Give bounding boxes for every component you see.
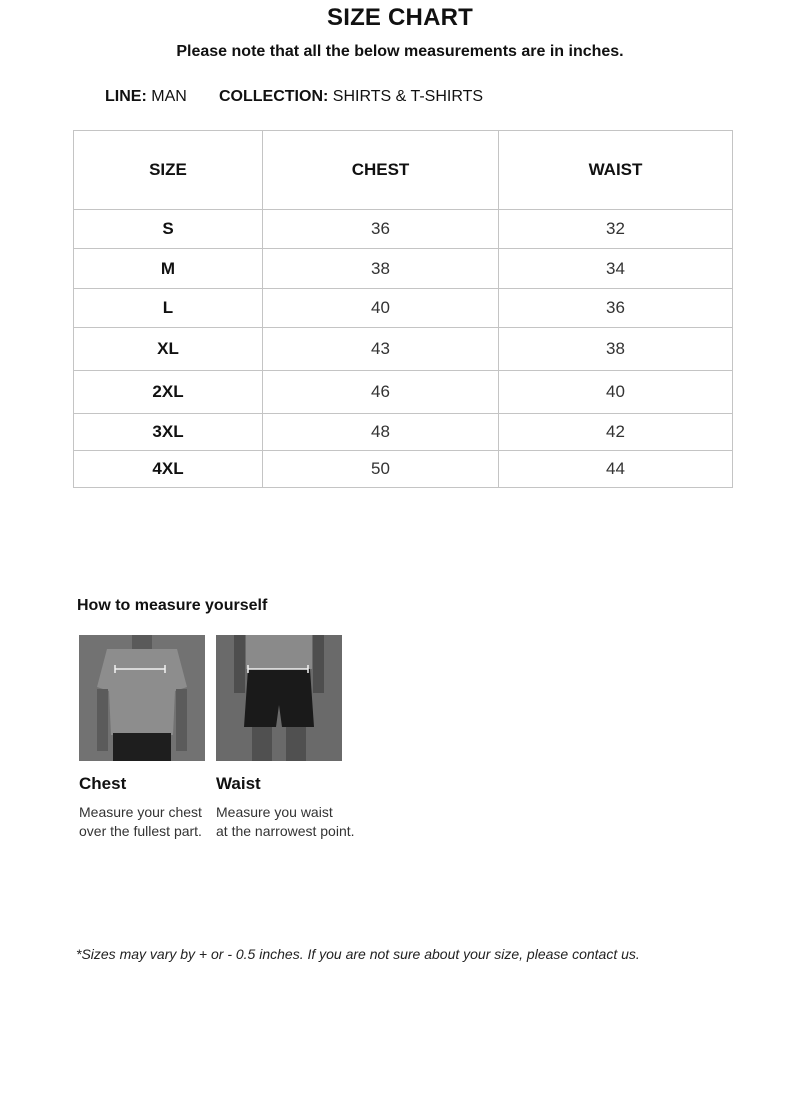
table-row <box>74 328 733 371</box>
waist-cell: 42 <box>499 414 733 451</box>
size-cell: M <box>74 249 263 289</box>
waist-caption-line2: at the narrowest point. <box>216 823 355 839</box>
howto-title: How to measure yourself <box>77 597 268 614</box>
waist-caption-title: Waist <box>216 774 261 793</box>
size-cell: 2XL <box>74 371 263 414</box>
page-title: SIZE CHART <box>327 4 473 31</box>
line-value: MAN <box>151 88 187 105</box>
waist-cell: 44 <box>499 451 733 488</box>
header-chest: CHEST <box>263 131 499 210</box>
collection-info <box>219 88 483 106</box>
size-cell: 3XL <box>74 414 263 451</box>
chest-caption-line1: Measure your chest <box>79 804 202 820</box>
size-cell: XL <box>74 328 263 371</box>
size-cell: S <box>74 210 263 249</box>
chest-caption-text <box>79 803 202 841</box>
table-row <box>74 414 733 451</box>
waist-measure-photo <box>216 635 342 761</box>
chest-cell: 48 <box>263 414 499 451</box>
table-row <box>74 371 733 414</box>
measurement-note: Please note that all the below measurements are in inches. <box>176 43 624 60</box>
waist-caption-text <box>216 803 355 841</box>
footnote: *Sizes may vary by + or - 0.5 inches. If you are not sure about your size, please contact us. <box>76 946 640 962</box>
chest-cell: 50 <box>263 451 499 488</box>
chest-cell: 38 <box>263 249 499 289</box>
chest-cell: 43 <box>263 328 499 371</box>
chest-cell: 36 <box>263 210 499 249</box>
waist-cell: 38 <box>499 328 733 371</box>
waist-cell: 32 <box>499 210 733 249</box>
waist-caption-line1: Measure you waist <box>216 804 333 820</box>
chest-measure-photo <box>79 635 205 761</box>
table-row <box>74 289 733 328</box>
waist-cell: 36 <box>499 289 733 328</box>
line-info <box>105 88 187 106</box>
collection-value: SHIRTS & T-SHIRTS <box>332 88 484 105</box>
size-cell: 4XL <box>74 451 263 488</box>
waist-cell: 34 <box>499 249 733 289</box>
header-size: SIZE <box>74 131 263 210</box>
table-row <box>74 210 733 249</box>
chest-caption-title: Chest <box>79 774 127 793</box>
chest-cell: 46 <box>263 371 499 414</box>
table-row <box>74 249 733 289</box>
waist-cell: 40 <box>499 371 733 414</box>
table-row <box>74 451 733 488</box>
line-label: LINE: <box>105 88 147 105</box>
size-cell: L <box>74 289 263 328</box>
size-table <box>73 130 733 488</box>
chest-caption-line2: over the fullest part. <box>79 823 202 839</box>
table-header-row <box>74 131 733 210</box>
chest-cell: 40 <box>263 289 499 328</box>
header-waist: WAIST <box>499 131 733 210</box>
collection-label: COLLECTION: <box>219 88 329 105</box>
